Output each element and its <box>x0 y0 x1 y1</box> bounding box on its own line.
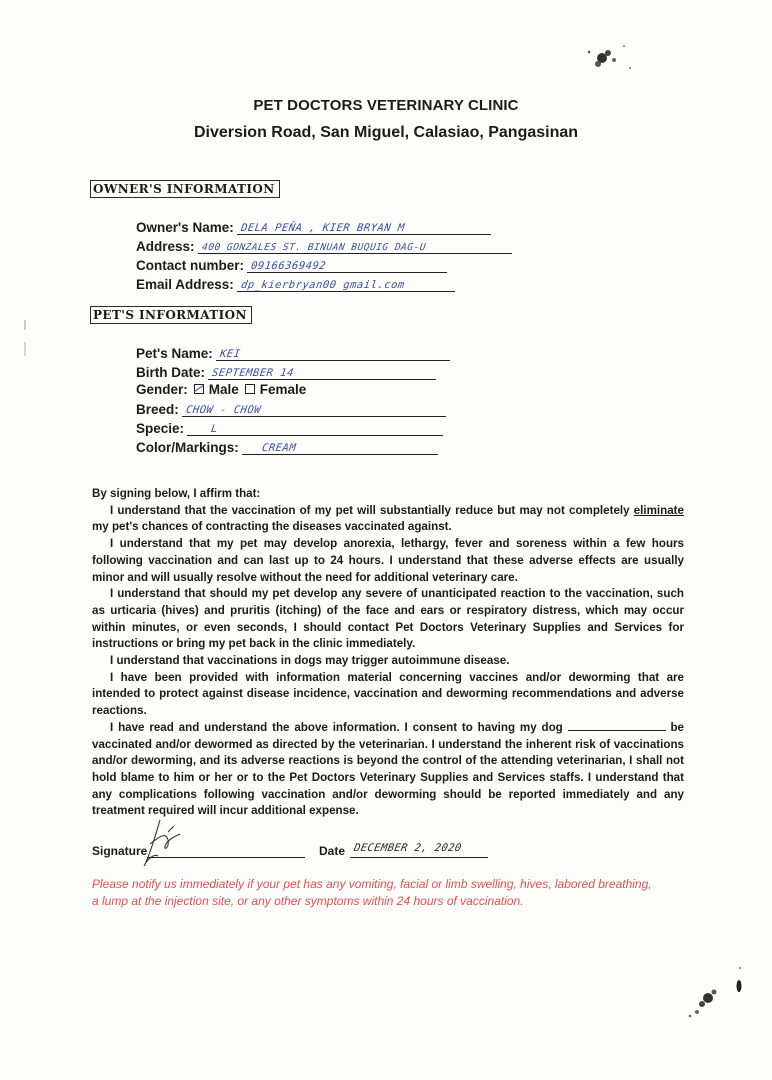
pet-specie-line <box>187 420 443 436</box>
owner-address-field <box>136 236 512 254</box>
clinic-address: Diversion Road, San Miguel, Calasiao, Pangasinan <box>193 124 579 141</box>
pet-name-line <box>216 345 450 361</box>
owner-name-field <box>136 217 491 235</box>
date-label: Date <box>319 844 346 858</box>
handwritten-signature <box>140 814 210 884</box>
pet-birthdate-field <box>136 362 436 380</box>
pet-name-label: Pet's Name: <box>136 346 213 361</box>
female-label: Female <box>259 381 307 397</box>
male-label: Male <box>208 381 239 397</box>
pet-breed-field <box>136 399 446 417</box>
owner-email-value: dp_kierbryan00 gmail.com <box>239 279 406 291</box>
date-line[interactable] <box>350 857 488 858</box>
pet-birthdate-value: SEPTEMBER 14 <box>211 367 295 379</box>
owner-email-field <box>136 274 455 292</box>
owner-email-label: Email Address: <box>136 277 234 292</box>
consent-paragraph-4: I understand that vaccinations in dogs may trigger autoimmune disease. <box>110 654 510 668</box>
owner-address-value: 400 GONZALES ST. BINUAN BUQUIG DAG-U <box>200 242 427 253</box>
owner-section-title: OWNER'S INFORMATION <box>90 180 280 198</box>
clinic-name: PET DOCTORS VETERINARY CLINIC <box>253 97 519 114</box>
margin-mark-left <box>22 320 28 360</box>
signature-label: Signature <box>92 844 148 858</box>
consent-paragraph-1: I understand that the vaccination of my pet will substantially reduce but may not completely eliminate my pet's chances of contracting the diseases vaccinated against. <box>92 503 684 534</box>
pet-specie-value: L <box>210 423 219 435</box>
date-value: DECEMBER 2, 2020 <box>352 842 463 854</box>
pet-color-value: CREAM <box>260 442 297 454</box>
ink-smudge-top <box>584 40 640 76</box>
pet-color-label: Color/Markings: <box>136 440 239 455</box>
consent-paragraph-6: I have read and understand the above information. I consent to having my dog be vaccinated and/or dewormed as directed by the veterinarian. I understand the inherent risk of vaccinations and/or deworming, and its adverse reactions is beyond the control of the attending veterinarian, I shall not hold blame to him or her or to the Pet Doctors Veterinary Supplies and Services staffs. I understand that any complications following vaccination and/or deworming should be reported immediately and any treatment required will incur additional expense. <box>92 720 684 818</box>
pet-breed-label: Breed: <box>136 402 179 417</box>
male-checkbox[interactable] <box>194 384 204 394</box>
pet-color-field <box>136 437 438 455</box>
consent-paragraph-3: I understand that should my pet develop any severe of unanticipated reaction to the vaccination, such as urticaria (hives) and pruritis (itching) of the face and ears or respiratory distress, which may occur within minutes, or even seconds, I should contact Pet Doctors Veterinary Supplies and Services for instructions or bring my pet back in the clinic immediately. <box>92 587 684 651</box>
consent-text <box>92 486 684 820</box>
owner-email-line <box>237 276 455 292</box>
owner-name-line <box>237 219 491 235</box>
owner-name-value: DELA PEÑA , KIER BRYAN M <box>239 222 406 234</box>
pet-breed-value: CHOW - CHOW <box>184 404 262 416</box>
eliminate-underlined: eliminate <box>633 503 684 517</box>
pet-birthdate-label: Birth Date: <box>136 365 206 380</box>
pet-specie-label: Specie: <box>136 421 185 436</box>
owner-contact-line <box>247 257 447 273</box>
pet-breed-line <box>182 401 446 417</box>
consent-paragraph-2: I understand that my pet may develop anorexia, lethargy, fever and soreness within a few hours following vaccination and can last up to 24 hours. I understand that these adverse effects are usually minor and will usually resolve without the need for additional veterinary care. <box>92 537 684 584</box>
aftercare-notice: Please notify us immediately if your pet has any vomiting, facial or limb swelling, hives, labored breathing, a lump at the injection site, or any other symptoms within 24 hours of vaccination. <box>92 877 652 908</box>
pet-name-value: KEI <box>218 348 242 360</box>
pet-specie-field <box>136 418 443 436</box>
dog-name-blank[interactable] <box>568 720 666 731</box>
pet-color-line <box>242 439 438 455</box>
consent-intro: By signing below, I affirm that: <box>92 487 261 500</box>
owner-contact-field <box>136 255 447 273</box>
owner-contact-value: 09166369492 <box>250 260 327 272</box>
pet-section-title: PET'S INFORMATION <box>90 306 252 324</box>
pet-gender-field <box>136 380 306 398</box>
pet-birthdate-line <box>208 364 436 380</box>
signature-row <box>92 840 692 860</box>
female-checkbox[interactable] <box>245 384 255 394</box>
pet-gender-label: Gender: <box>136 381 188 397</box>
owner-contact-label: Contact number: <box>136 258 244 273</box>
owner-name-label: Owner's Name: <box>136 220 234 235</box>
owner-address-label: Address: <box>136 239 195 254</box>
pet-name-field <box>136 343 450 361</box>
ink-smudge-bottom <box>682 962 746 1026</box>
consent-paragraph-5: I have been provided with information material concerning vaccines and/or deworming that are intended to protect against disease incidence, vaccination and deworming recommendations and adverse reactions. <box>92 670 684 718</box>
owner-address-line <box>198 238 512 254</box>
